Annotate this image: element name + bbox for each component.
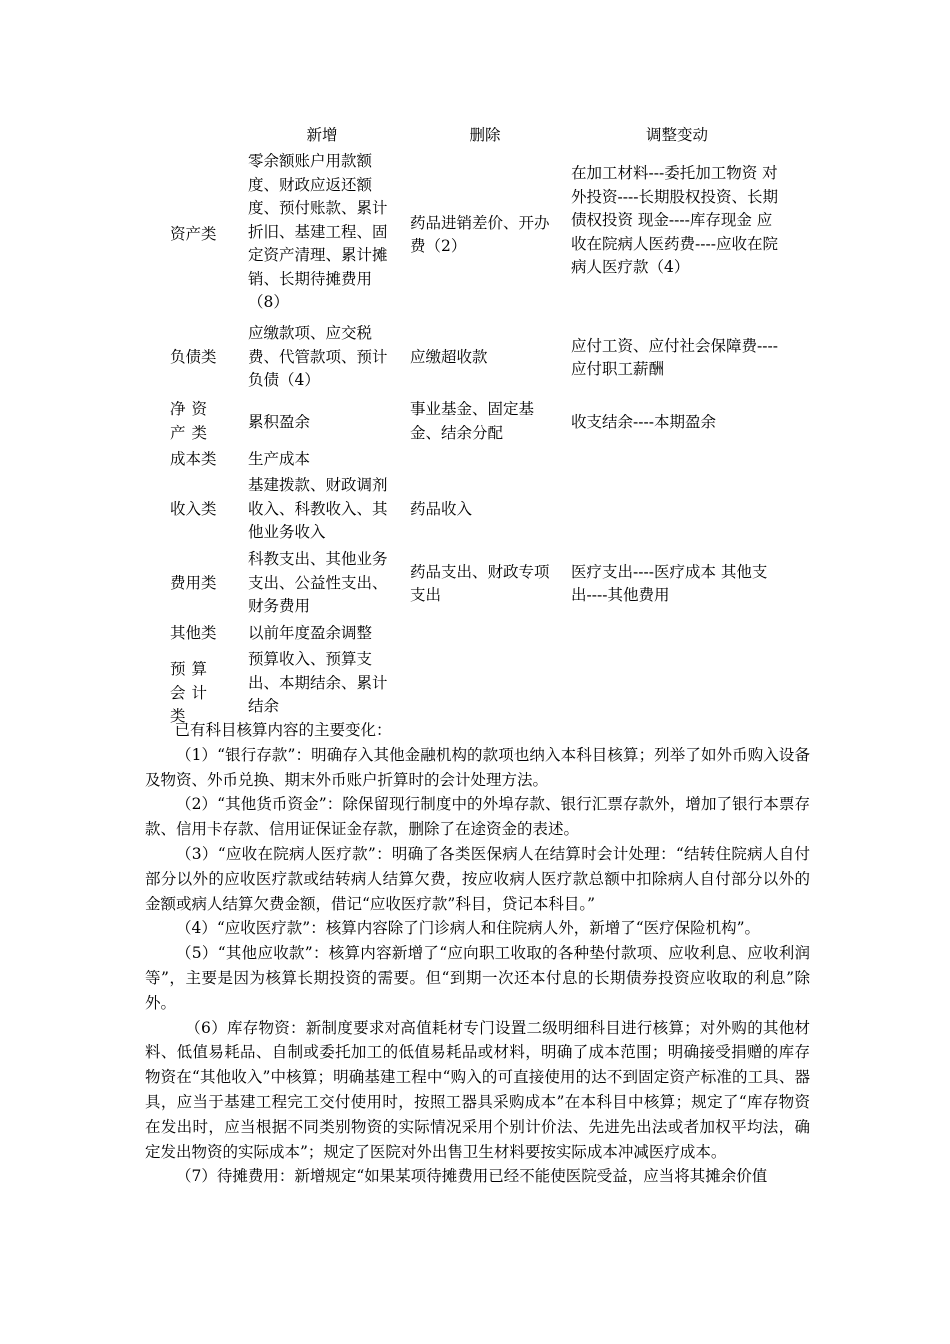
row-adjusted: 应付工资、应付社会保障费----应付职工薪酬 [571,336,778,378]
row-category: 收入类 [170,500,217,519]
table-row [170,548,810,620]
row-added: 以前年度盈余调整 [248,624,373,642]
paragraph: （3）“应收在院病人医疗款”：明确了各类医保病人在结算时会计处理：“结转住院病人自付部分以外的应收医疗款或结转病人结算欠费，按应收病人医疗款总额中扣除病人自付部分以外的金额或病人结算欠费金额，借记“应收医疗款”科目，贷记本科目。” [145,844,810,913]
row-adjusted: 在加工材料---委托加工物资 对外投资----长期股权投资、长期债权投资 现金----库存现金 应收在院病人医药费----应收在院病人医疗款（4） [571,164,778,276]
row-added: 科教支出、其他业务支出、公益性支出、财务费用 [248,550,388,615]
body-text [145,718,810,1189]
header-adjusted: 调整变动 [645,126,708,144]
table-row [170,398,810,448]
paragraph: （4）“应收医疗款”：核算内容除了门诊病人和住院病人外，新增了“医疗保险机构”。 [176,919,761,938]
paragraph: （7）待摊费用：新增规定“如果某项待摊费用已经不能使医院受益，应当将其摊余价值 [176,1167,768,1186]
row-category: 成本类 [170,450,217,468]
header-deleted: 删除 [469,126,501,144]
row-added: 预算收入、预算支出、本期结余、累计结余 [248,650,388,715]
row-adjusted: 收支结余----本期盈余 [571,413,716,432]
row-adjusted: 医疗支出----医疗成本 其他支出----其他费用 [571,562,768,604]
table-row [170,622,810,648]
row-deleted: 药品收入 [410,500,473,519]
row-category: 预算会计类 [170,660,214,725]
paragraph: （2）“其他货币资金”：除保留现行制度中的外埠存款、银行汇票存款外，增加了银行本票存款、信用卡存款、信用证保证金存款，删除了在途资金的表述。 [145,795,810,839]
row-deleted: 事业基金、固定基金、结余分配 [410,400,535,442]
header-added: 新增 [306,126,338,144]
row-deleted: 药品支出、财政专项支出 [410,562,550,604]
row-deleted: 药品进销差价、开办费（2） [410,213,550,255]
table-row [170,648,810,725]
row-category: 费用类 [170,574,217,593]
paragraph: （5）“其他应收款”：核算内容新增了“应向职工收取的各种垫付款项、应收利息、应收利润等”，主要是因为核算长期投资的需要。但“到期一次还本付息的长期债券投资应收取的利息”除外。 [145,944,810,1012]
row-added: 应缴款项、应交税费、代管款项、预计负债（4） [248,324,388,389]
row-added: 基建拨款、财政调剂收入、科教收入、其他业务收入 [248,476,388,541]
table-row [170,474,810,546]
row-added: 零余额账户用款额度、财政应返还额度、预付账款、累计折旧、基建工程、固定资产清理、累计摊销、长期待摊费用（8） [248,152,388,311]
row-deleted: 应缴超收款 [410,348,488,367]
row-category: 净资产类 [170,400,214,442]
paragraph: （1）“银行存款”：明确存入其他金融机构的款项也纳入本科目核算；列举了如外币购入设备及物资、外币兑换、期末外币账户折算时的会计处理方法。 [145,745,810,789]
row-category: 资产类 [170,225,217,244]
paragraph: （6）库存物资：新制度要求对高值耗材专门设置二级明细科目进行核算；对外购的其他材料、低值易耗品、自制或委托加工的低值易耗品或材料，明确了成本范围；明确接受捐赠的库存物资在“其他收入”中核算；明确基建工程中“购入的可直接使用的达不到固定资产标准的工具、器具，应当于基建工程完工交付使用时，按照工器具采购成本”在本科目中核算；规定了“库存物资在发出时，应当根据不同类别物资的实际情况采用个别计价法、先进先出法或者加权平均法，确定发出物资的实际成本”；规定了医院对外出售卫生材料要按实际成本冲减医疗成本。 [145,1018,810,1161]
table-row [170,448,810,474]
table-row [170,150,810,320]
table-row [170,322,810,394]
row-added: 生产成本 [248,450,311,468]
row-category: 其他类 [170,624,217,642]
row-added: 累积盈余 [248,413,311,432]
paragraph: 已有科目核算内容的主要变化： [174,721,392,739]
row-category: 负债类 [170,348,217,367]
